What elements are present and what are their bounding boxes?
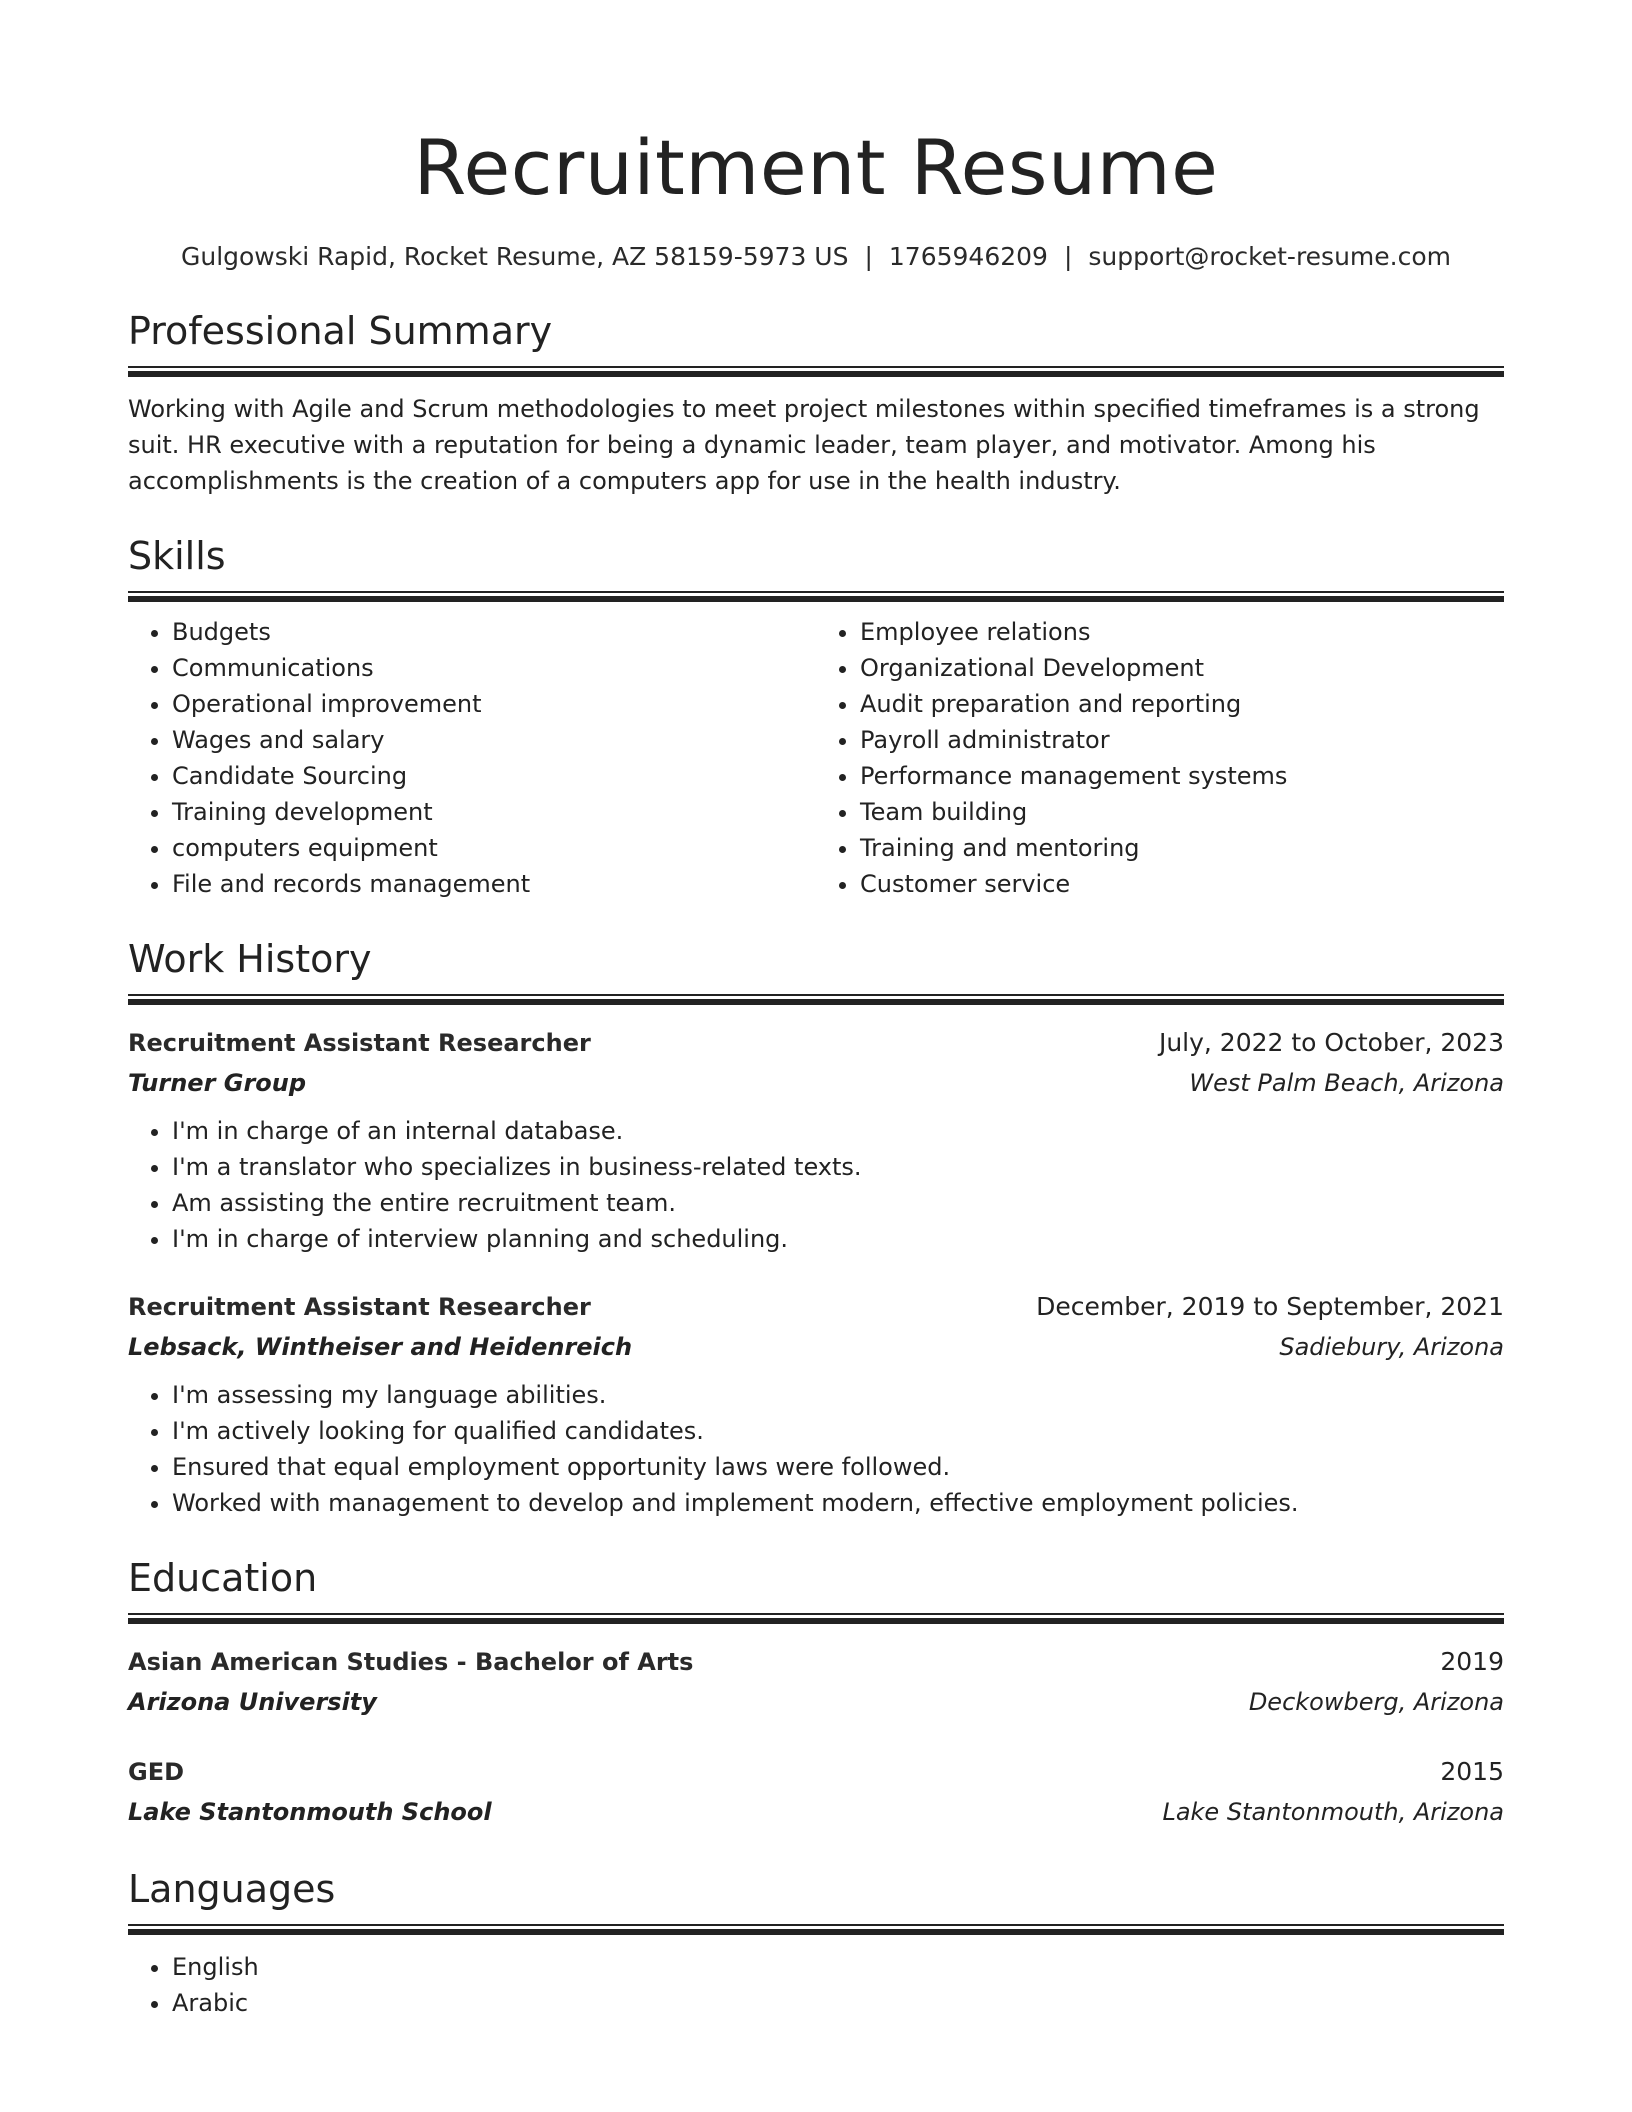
skills-column-right bbox=[816, 614, 1504, 902]
contact-separator: | bbox=[864, 242, 873, 271]
job-duty: • Worked with management to develop and implement modern, effective employment policies. bbox=[172, 1485, 1504, 1521]
job-duty: • Ensured that equal employment opportunity laws were followed. bbox=[172, 1449, 1504, 1485]
job-entry bbox=[128, 1023, 1504, 1257]
education-entry bbox=[128, 1752, 1504, 1832]
skill-item: • Candidate Sourcing bbox=[172, 758, 816, 794]
job-duty: • I'm assessing my language abilities. bbox=[172, 1377, 1504, 1413]
job-location: Sadiebury, Arizona bbox=[1279, 1333, 1504, 1361]
job-entry bbox=[128, 1287, 1504, 1521]
skill-item: • Audit preparation and reporting bbox=[860, 686, 1504, 722]
education-school-row bbox=[128, 1792, 1504, 1832]
skill-item: • Training development bbox=[172, 794, 816, 830]
skills-list-right bbox=[816, 614, 1504, 902]
summary-text: Working with Agile and Scrum methodologies to meet project milestones within specified timeframes is a strong suit. HR executive with a reputation for being a dynamic leader, team player, and motivator. Among his accomplishments is the creation of a computers app for use in the health industry. bbox=[128, 395, 1480, 495]
contact-phone: 1765946209 bbox=[888, 242, 1048, 271]
section-title-education: Education bbox=[128, 1556, 318, 1600]
skill-item: • Payroll administrator bbox=[860, 722, 1504, 758]
section-divider bbox=[128, 366, 1504, 377]
skill-item: • File and records management bbox=[172, 866, 816, 902]
skill-item: • Communications bbox=[172, 650, 816, 686]
skill-item: • computers equipment bbox=[172, 830, 816, 866]
job-duty: • I'm actively looking for qualified candidates. bbox=[172, 1413, 1504, 1449]
contact-line bbox=[128, 240, 1504, 274]
education-year: 2019 bbox=[1440, 1647, 1504, 1676]
education-location: Lake Stantonmouth, Arizona bbox=[1162, 1798, 1504, 1826]
job-duties-list bbox=[128, 1377, 1504, 1521]
job-header-row bbox=[128, 1287, 1504, 1327]
contact-separator: | bbox=[1063, 242, 1073, 271]
skills-section bbox=[128, 531, 1504, 902]
education-school: Lake Stantonmouth School bbox=[128, 1798, 492, 1826]
education-degree: Asian American Studies - Bachelor of Arts bbox=[128, 1648, 694, 1676]
skill-item: • Team building bbox=[860, 794, 1504, 830]
job-header-row bbox=[128, 1023, 1504, 1063]
job-location: West Palm Beach, Arizona bbox=[1189, 1069, 1504, 1097]
education-entry bbox=[128, 1642, 1504, 1722]
job-duty: • Am assisting the entire recruitment team. bbox=[172, 1185, 1504, 1221]
skills-column-left bbox=[128, 614, 816, 902]
job-duty: • I'm in charge of an internal database. bbox=[172, 1113, 1504, 1149]
section-title-languages: Languages bbox=[128, 1867, 336, 1911]
job-duty: • I'm in charge of interview planning and scheduling. bbox=[172, 1221, 1504, 1257]
job-company: Turner Group bbox=[128, 1069, 307, 1097]
education-location: Deckowberg, Arizona bbox=[1248, 1688, 1504, 1716]
skill-item: • Training and mentoring bbox=[860, 830, 1504, 866]
job-duties-list bbox=[128, 1113, 1504, 1257]
section-divider bbox=[128, 994, 1504, 1005]
job-dates: July, 2022 to October, 2023 bbox=[1158, 1028, 1504, 1057]
job-duty: • I'm a translator who specializes in business-related texts. bbox=[172, 1149, 1504, 1185]
education-header-row bbox=[128, 1642, 1504, 1682]
education-school-row bbox=[128, 1682, 1504, 1722]
section-divider bbox=[128, 591, 1504, 602]
skills-columns bbox=[128, 614, 1504, 902]
contact-email: support@rocket-resume.com bbox=[1088, 242, 1452, 271]
job-company-row bbox=[128, 1063, 1504, 1103]
job-title: Recruitment Assistant Researcher bbox=[128, 1293, 591, 1321]
skill-item: • Organizational Development bbox=[860, 650, 1504, 686]
section-divider bbox=[128, 1924, 1504, 1935]
skill-item: • Operational improvement bbox=[172, 686, 816, 722]
skill-item: • Employee relations bbox=[860, 614, 1504, 650]
section-title-work-history: Work History bbox=[128, 937, 372, 981]
skill-item: • Customer service bbox=[860, 866, 1504, 902]
section-divider bbox=[128, 1613, 1504, 1624]
resume-title: Recruitment Resume bbox=[413, 123, 1219, 212]
job-dates: December, 2019 to September, 2021 bbox=[1036, 1292, 1504, 1321]
languages-section bbox=[128, 1864, 1504, 2021]
education-header-row bbox=[128, 1752, 1504, 1792]
job-title: Recruitment Assistant Researcher bbox=[128, 1029, 591, 1057]
education-school: Arizona University bbox=[128, 1688, 377, 1716]
job-company-row bbox=[128, 1327, 1504, 1367]
summary-section bbox=[128, 306, 1504, 499]
section-title-skills: Skills bbox=[128, 534, 226, 578]
job-company: Lebsack, Wintheiser and Heidenreich bbox=[128, 1333, 633, 1361]
skills-list-left bbox=[128, 614, 816, 902]
education-year: 2015 bbox=[1440, 1757, 1504, 1786]
contact-address: Gulgowski Rapid, Rocket Resume, AZ 58159-5973 US bbox=[180, 242, 849, 271]
skill-item: • Budgets bbox=[172, 614, 816, 650]
section-title-summary: Professional Summary bbox=[128, 309, 553, 353]
languages-list bbox=[128, 1949, 1504, 2021]
education-degree: GED bbox=[128, 1758, 185, 1786]
language-item: • Arabic bbox=[172, 1985, 1504, 2021]
skill-item: • Wages and salary bbox=[172, 722, 816, 758]
work-history-section bbox=[128, 934, 1504, 1521]
skill-item: • Performance management systems bbox=[860, 758, 1504, 794]
education-section bbox=[128, 1553, 1504, 1832]
language-item: • English bbox=[172, 1949, 1504, 1985]
